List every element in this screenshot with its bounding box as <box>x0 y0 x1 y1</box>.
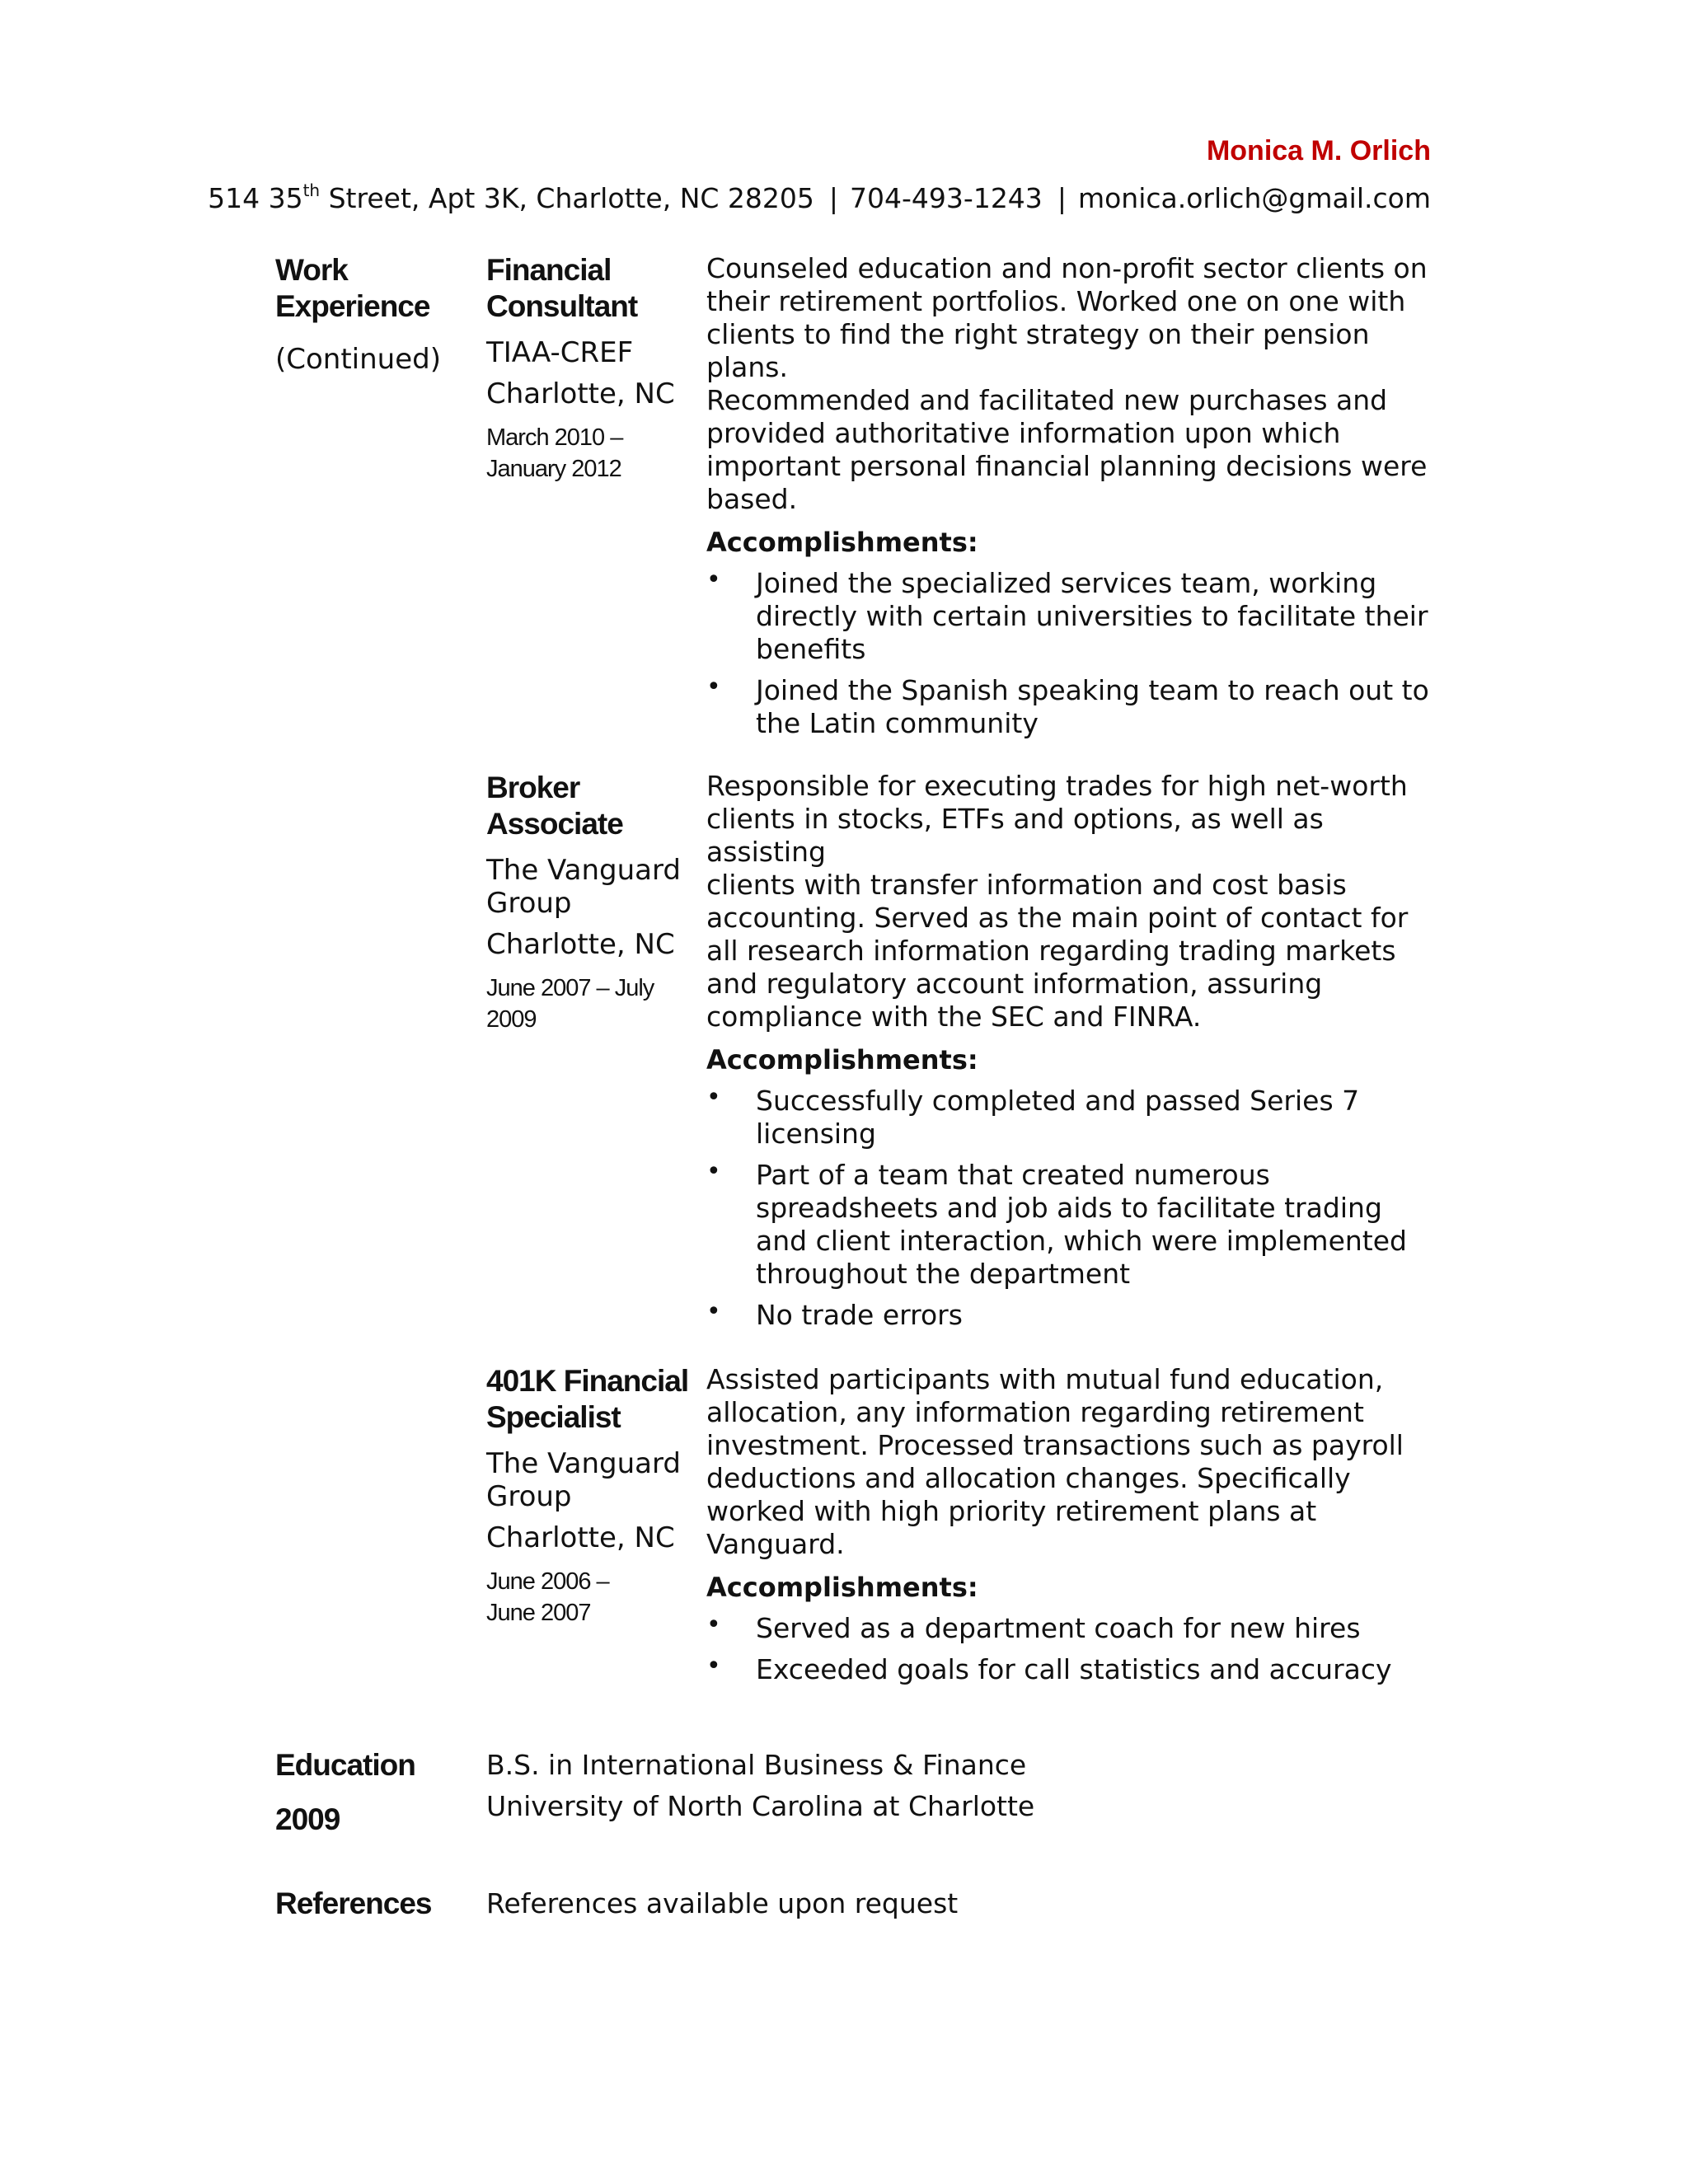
job-city: Charlotte, NC <box>486 928 675 961</box>
job-title-line2: Consultant <box>486 289 638 323</box>
job-company-line2: Group <box>486 1480 572 1513</box>
contact-line <box>208 178 1431 219</box>
job-title-line2: Specialist <box>486 1400 621 1434</box>
description-line: their retirement portfolios. Worked one on one with <box>706 285 1406 317</box>
job-dates-line2: January 2012 <box>486 456 621 482</box>
description-line: deductions and allocation changes. Specifically <box>706 1462 1351 1494</box>
item-line: No trade errors <box>756 1299 963 1331</box>
address-number: 514 35 <box>208 182 303 214</box>
item-line: Successfully completed and passed Series 7 <box>756 1085 1360 1117</box>
phone-number: 704-493-1243 <box>850 182 1043 214</box>
contact-separator: | <box>1057 182 1067 214</box>
bullet-icon: • <box>706 1297 721 1326</box>
job-dates-line1: June 2006 – <box>486 1568 609 1595</box>
education-school: University of North Carolina at Charlotte <box>486 1790 1035 1822</box>
job-city: Charlotte, NC <box>486 1521 675 1554</box>
accomplishments-list <box>706 1612 1432 1686</box>
item-line: spreadsheets and job aids to facilitate trading <box>756 1192 1382 1224</box>
contact-separator: | <box>828 182 839 214</box>
bullet-icon: • <box>706 1157 721 1186</box>
job-dates-line2: 2009 <box>486 1006 537 1033</box>
description-line: provided authoritative information upon which <box>706 417 1341 449</box>
description-line: allocation, any information regarding retirement <box>706 1396 1364 1428</box>
item-line: Exceeded goals for call statistics and accuracy <box>756 1653 1392 1685</box>
job-summary <box>486 1363 692 1629</box>
job-dates-line2: June 2007 <box>486 1600 591 1626</box>
accomplishments-list <box>706 567 1432 740</box>
job-company-line1: The Vanguard <box>486 854 681 887</box>
bullet-icon: • <box>706 673 721 701</box>
references-text: References available upon request <box>486 1887 959 1919</box>
description-line: Assisted participants with mutual fund education, <box>706 1363 1384 1395</box>
job-details <box>706 252 1432 748</box>
accomplishments-heading: Accomplishments: <box>706 1044 978 1076</box>
list-item <box>706 1159 1432 1291</box>
job-details <box>706 770 1432 1340</box>
description-line: based. <box>706 483 798 515</box>
item-line: Part of a team that created numerous <box>756 1159 1270 1191</box>
item-line: benefits <box>756 633 866 665</box>
item-line: licensing <box>756 1118 876 1150</box>
job-summary <box>486 770 692 1035</box>
description-line: Counseled education and non-profit sector clients on <box>706 252 1428 284</box>
item-line: Joined the Spanish speaking team to reach out to <box>756 674 1429 706</box>
list-item <box>706 1299 1432 1332</box>
bullet-icon: • <box>706 1610 721 1639</box>
section-subtitle-continued: (Continued) <box>275 343 441 376</box>
description-line: compliance with the SEC and FINRA. <box>706 1001 1202 1033</box>
section-title-work-line2: Experience <box>275 289 430 323</box>
address-street: Street, Apt 3K, Charlotte, NC 28205 <box>320 182 814 214</box>
job-title-line1: Broker <box>486 771 580 804</box>
description-line: accounting. Served as the main point of contact for <box>706 902 1409 934</box>
job-city: Charlotte, NC <box>486 377 675 410</box>
section-title-references: References <box>275 1886 432 1920</box>
job-company-line1: The Vanguard <box>486 1447 681 1480</box>
list-item <box>706 674 1432 740</box>
bullet-icon: • <box>706 1083 721 1112</box>
email-address: monica.orlich@gmail.com <box>1077 182 1431 214</box>
bullet-icon: • <box>706 565 721 594</box>
job-description <box>706 252 1432 516</box>
item-line: throughout the department <box>756 1258 1131 1290</box>
applicant-name: Monica M. Orlich <box>1206 135 1431 166</box>
job-details <box>706 1363 1432 1694</box>
job-description <box>706 770 1432 1033</box>
job-dates-line1: June 2007 – July <box>486 975 654 1001</box>
section-title-education: Education <box>275 1748 415 1782</box>
description-line: important personal financial planning decisions were <box>706 450 1428 482</box>
resume-header <box>208 130 1431 219</box>
description-line: Responsible for executing trades for high net-worth <box>706 770 1408 802</box>
list-item <box>706 1085 1432 1151</box>
education-year: 2009 <box>275 1802 340 1836</box>
list-item <box>706 567 1432 666</box>
accomplishments-heading: Accomplishments: <box>706 1572 978 1603</box>
description-line: clients to find the right strategy on their pension plans. <box>706 318 1370 383</box>
job-title-line1: Financial <box>486 253 612 287</box>
job-company: TIAA-CREF <box>486 336 634 369</box>
job-description <box>706 1363 1432 1561</box>
description-line: clients in stocks, ETFs and options, as well as assisting <box>706 803 1324 868</box>
section-title-work-line1: Work <box>275 253 348 287</box>
accomplishments-heading: Accomplishments: <box>706 527 978 558</box>
education-degree: B.S. in International Business & Finance <box>486 1749 1027 1781</box>
job-company-line2: Group <box>486 887 572 920</box>
description-line: and regulatory account information, assuring <box>706 968 1323 1000</box>
list-item <box>706 1653 1432 1686</box>
item-line: directly with certain universities to facilitate their <box>756 600 1428 632</box>
item-line: Served as a department coach for new hires <box>756 1612 1361 1644</box>
description-line: clients with transfer information and cost basis <box>706 869 1347 901</box>
job-title-line1: 401K Financial <box>486 1364 689 1398</box>
item-line: Joined the specialized services team, working <box>756 567 1377 599</box>
job-summary <box>486 252 692 485</box>
accomplishments-list <box>706 1085 1432 1332</box>
list-item <box>706 1612 1432 1645</box>
description-line: worked with high priority retirement plans at <box>706 1495 1317 1527</box>
description-line: all research information regarding trading markets <box>706 935 1396 967</box>
description-line: Recommended and facilitated new purchases and <box>706 384 1388 416</box>
description-line: Vanguard. <box>706 1528 845 1560</box>
item-line: and client interaction, which were implemented <box>756 1225 1407 1257</box>
job-title-line2: Associate <box>486 807 623 841</box>
job-dates-line1: March 2010 – <box>486 424 623 451</box>
bullet-icon: • <box>706 1652 721 1680</box>
address-ordinal: th <box>302 180 321 200</box>
item-line: the Latin community <box>756 707 1039 739</box>
description-line: investment. Processed transactions such as payroll <box>706 1429 1404 1461</box>
